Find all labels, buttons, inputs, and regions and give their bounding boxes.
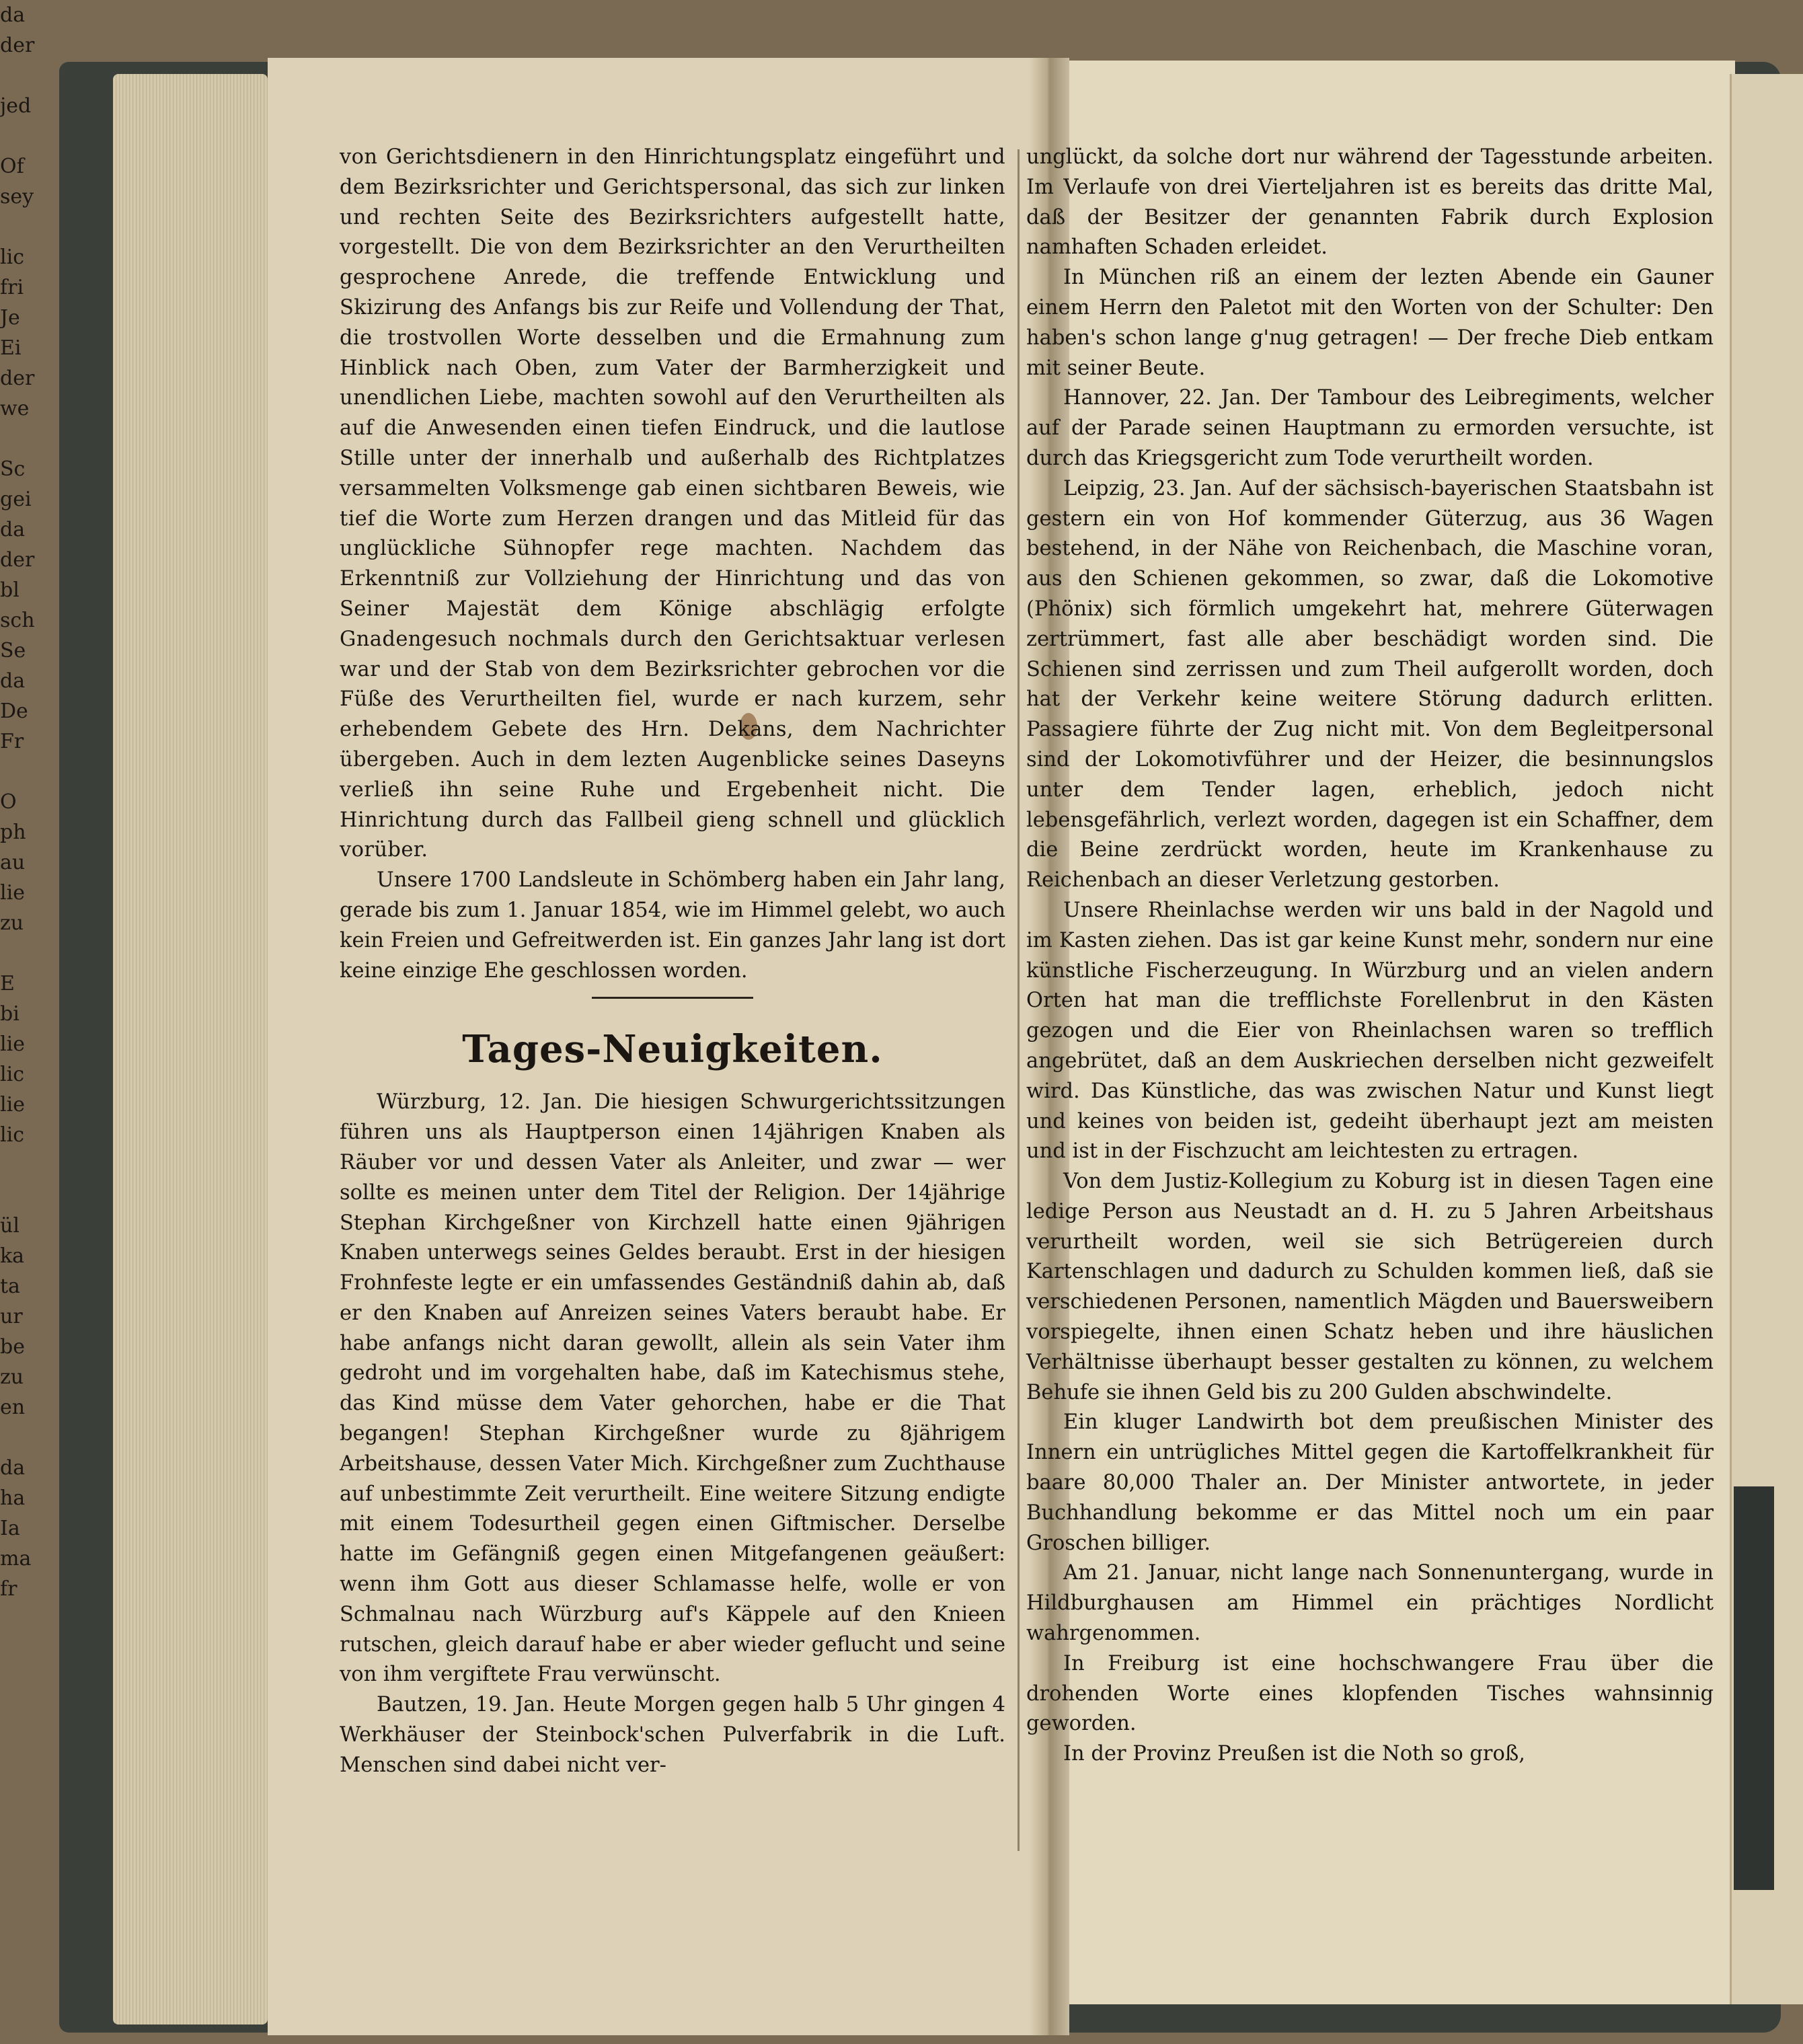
next-page-fragment: der <box>0 548 35 572</box>
next-page-fragment: we <box>0 397 30 420</box>
paragraph-muenchen: In München riß an einem der lezten Abende ein Gauner einem Herrn den Paletot mit den Worten von der Schulter: Den haben's schon lange g'nug getragen! — Der freche Dieb entkam mit seiner Beute. <box>1026 266 1714 380</box>
next-page-fragment: E <box>0 972 15 995</box>
next-page-fragment: Fr <box>0 730 24 753</box>
next-page-fragment: da <box>0 669 26 693</box>
next-page-fragment: da <box>0 1456 26 1480</box>
bookmark-ribbon <box>1734 1486 1774 1890</box>
next-page-fragment: au <box>0 851 26 874</box>
next-page-fragment: zu <box>0 1365 24 1389</box>
next-page-text <box>0 0 39 1604</box>
next-page-fragment: Je <box>0 306 20 330</box>
section-title: Tages-Neuigkeiten. <box>462 1027 883 1072</box>
next-page-fragment: lic <box>0 1123 24 1147</box>
paragraph-freiburg: In Freiburg ist eine hochschwangere Frau über die drohenden Worte eines klopfenden Tisches wahnsinnig geworden. <box>1026 1651 1714 1736</box>
paragraph-landwirth: Ein kluger Landwirth bot dem preußischen Minister des Innern ein untrügliches Mittel gegen die Kartoffelkrankheit für baare 80,000 Thaler an. Der Minister antwortete, in jeder Buchhandlung bekomme er das Mittel noch um ein paar Groschen billiger. <box>1026 1410 1714 1555</box>
next-page-fragment: ül <box>0 1214 20 1238</box>
next-page-fragment <box>0 1180 39 1211</box>
next-page-fragment: lie <box>0 881 25 905</box>
paragraph-bautzen-cont: unglückt, da solche dort nur während der Tagesstunde arbeiten. Im Verlaufe von drei Vierteljahren ist es bereits das dritte Mal, daß der Besitzer der genannten Fabrik durch Explosion namhaften Schaden erleidet. <box>1026 145 1714 260</box>
next-page-fragment: lie <box>0 1093 25 1116</box>
next-page-fragment: Ei <box>0 336 22 360</box>
next-page-fragment: ka <box>0 1244 25 1268</box>
page-edges <box>113 74 268 2024</box>
next-page-fragment <box>0 424 39 454</box>
next-page-fragment <box>0 1150 39 1180</box>
paragraph-schoemberg: Unsere 1700 Landsleute in Schömberg haben ein Jahr lang, gerade bis zum 1. Januar 1854, wie im Himmel gelebt, wo auch kein Freien und Gefreitwerden ist. Ein ganzes Jahr lang ist dort keine einzige Ehe geschlossen worden. <box>340 868 1005 983</box>
next-page-fragment: jed <box>0 94 32 118</box>
paragraph-koburg: Von dem Justiz-Kollegium zu Koburg ist in diesen Tagen eine ledige Person aus Neustadt an d. H. zu 5 Jahren Arbeitshaus verurtheilt worden, weil sie sich Betrügereien durch Kartenschlagen und dadurch zu Schulden kommen ließ, daß sie verschiedenen Personen, namentlich Mägden und Bauersweibern vorspiegelte, ihnen einen Schatz heben und ihre häuslichen Verhältnisse überhaupt besser gestalten zu können, zu welchem Behufe sie ihnen Geld bis zu 200 Gulden abschwindelte. <box>1026 1170 1714 1404</box>
section-divider <box>592 997 753 999</box>
next-page-fragment: sch <box>0 609 35 632</box>
next-page-fragment: bl <box>0 578 20 602</box>
next-page-fragment: da <box>0 518 26 541</box>
right-column <box>1026 143 1714 1770</box>
next-page-fragment: lic <box>0 1063 24 1086</box>
next-page-fragment: ha <box>0 1486 26 1510</box>
next-page-fragment: sey <box>0 185 34 209</box>
next-page-fragment: der <box>0 367 35 390</box>
paragraph-bautzen: Bautzen, 19. Jan. Heute Morgen gegen halb 5 Uhr gingen 4 Werkhäuser der Steinbock'schen Pulverfabrik in die Luft. Menschen sind dabei nicht ver- <box>340 1693 1005 1777</box>
next-page-fragment: en <box>0 1396 26 1419</box>
paragraph-hannover: Hannover, 22. Jan. Der Tambour des Leibregiments, welcher auf der Parade seinen Hauptmann zu ermorden versuchte, ist durch das Kriegsgericht zum Tode verurtheilt worden. <box>1026 386 1714 470</box>
next-page-fragment: ur <box>0 1305 23 1328</box>
paragraph-wuerzburg: Würzburg, 12. Jan. Die hiesigen Schwurgerichtssitzungen führen uns als Hauptperson einen 14jährigen Knaben als Räuber vor und dessen Vater als Anleiter, und zwar — wer sollte es meinen unter dem Titel der Religion. Der 14jährige Stephan Kirchgeßner von Kirchzell hatte einen 9jährigen Knaben unterwegs seines Geldes beraubt. Erst in der hiesigen Frohnfeste legte er ein umfassendes Geständniß dahin ab, daß er den Knaben auf Anreizen seines Vaters beraubt habe. Er habe anfangs nicht daran gewollt, allein als sein Vater ihm gedroht und im vorgehalten habe, daß im Katechismus stehe, das Kind müsse dem Vater gehorchen, habe er die That begangen! Stephan Kirchgeßner wurde zu 8jährigem Arbeitshause, dessen Vater Mich. Kirchgeßner zum Zuchthause auf unbestimmte Zeit verurtheilt. Eine weitere Sitzung endigte mit einem Todesurtheil gegen einen Giftmischer. Derselbe hatte im Gefängniß gegen einen Mitgefangenen geäußert: wenn ihm Gott aus dieser Schlamasse helfe, wolle er von Schmalnau nach Würzburg auf's Käppele auf den Knieen rutschen, gleich darauf habe er aber wieder geflucht und seine von ihm vergiftete Frau verwünscht. <box>340 1090 1005 1687</box>
column-rule <box>1018 149 1020 1851</box>
next-page-fragment: fr <box>0 1577 17 1601</box>
paragraph-preussen: In der Provinz Preußen ist die Noth so groß, <box>1063 1742 1525 1766</box>
next-page-fragment <box>0 757 39 787</box>
next-page-fragment: be <box>0 1335 25 1359</box>
next-page-fragment <box>0 212 39 242</box>
next-page-fragment: Se <box>0 639 26 663</box>
paragraph-leipzig: Leipzig, 23. Jan. Auf der sächsisch-bayerischen Staatsbahn ist gestern ein von Hof kommender Güterzug, aus 36 Wagen bestehend, in der Nähe von Reichenbach, die Maschine voran, aus den Schienen gekommen, so zwar, daß die Lokomotive (Phönix) sich förmlich umgekehrt hat, mehrere Güterwagen zertrümmert, fast alle aber beschädigt worden sind. Die Schienen sind zerrissen und zum Theil aufgerollt worden, doch hat der Verkehr keine weitere Störung dadurch erlitten. Passagiere führte der Zug nicht mit. Von dem Begleitpersonal sind der Lokomotivführer und der Heizer, die besinnungslos unter dem Tender lagen, erheblich, jedoch nicht lebensgefährlich, verlezt worden, dagegen ist ein Schaffner, dem die Beine zerdrückt worden, heute im Krankenhause zu Reichenbach an dieser Verletzung gestorben. <box>1026 476 1714 893</box>
next-page-fragment: ma <box>0 1547 32 1570</box>
next-page-fragment: De <box>0 699 28 723</box>
next-page-fragment: ta <box>0 1275 20 1298</box>
next-page-fragment <box>0 1423 39 1453</box>
next-page-fragment: fri <box>0 276 24 299</box>
next-page-fragment: gei <box>0 488 32 511</box>
next-page-fragment: Sc <box>0 457 26 481</box>
next-page-fragment <box>0 61 39 91</box>
left-column <box>340 143 1005 1781</box>
next-page-fragment: ph <box>0 821 26 844</box>
paragraph-rheinlachse: Unsere Rheinlachse werden wir uns bald in der Nagold und im Kasten ziehen. Das ist gar keine Kunst mehr, sondern nur eine künstliche Fischerzeugung. In Würzburg und an vielen andern Orten hat man die trefflichste Forellenbrut in den Kästen gezogen und die Eier von Rheinlachsen waren so trefflich angebrütet, daß an dem Auskriechen derselben nicht gezweifelt wird. Das Künstliche, das was zwischen Natur und Kunst liegt und keines von beiden ist, gedeiht überhaupt jezt am meisten und ist in der Fischzucht am leichtesten zu ertragen. <box>1026 898 1714 1164</box>
paragraph-execution: von Gerichtsdienern in den Hinrichtungsplatz eingeführt und dem Bezirksrichter und Gerichtspersonal, das sich zur linken und rechten Seite des Bezirksrichters aufgestellt hatte, vorgestellt. Die von dem Bezirksrichter an den Verurtheilten gesprochene Anrede, die treffende Entwicklung und Skizirung des Anfangs bis zur Reife und Vollendung der That, die trostvollen Worte desselben und die Ermahnung zum Hinblick nach Oben, zum Vater der Barmherzigkeit und unendlichen Liebe, machten sowohl auf den Verurtheilten als auf die Anwesenden einen tiefen Eindruck, und die lautlose Stille unter der innerhalb und außerhalb des Richtplatzes versammelten Volksmenge gab einen sichtbaren Beweis, wie tief die Worte zum Herzen drangen und das Mitleid für das unglückliche Sühnopfer rege machten. Nachdem das Erkenntniß zur Vollziehung der Hinrichtung und das von Seiner Majestät dem Könige abschlägig erfolgte Gnadengesuch nochmals durch den Gerichtsaktuar verlesen war und der Stab von dem Bezirksrichter gebrochen vor die Füße des Verurtheilten fiel, wurde er nach kurzem, sehr erhebendem Gebete des Hrn. Dekans, dem Nachrichter übergeben. Auch in dem lezten Augenblicke seines Daseyns verließ ihn seine Ruhe und Ergebenheit nicht. Die Hinrichtung durch das Fallbeil gieng schnell und glücklich vorüber. <box>340 145 1005 862</box>
next-page-fragment: Of <box>0 155 24 178</box>
next-page-fragment: O <box>0 790 17 814</box>
next-page-fragment: lic <box>0 245 24 269</box>
next-page-fragment <box>0 121 39 151</box>
next-page-fragment: Ia <box>0 1517 20 1540</box>
next-page-fragment <box>0 938 39 969</box>
next-page-fragment: lie <box>0 1032 25 1056</box>
paragraph-nordlicht: Am 21. Januar, nicht lange nach Sonnenuntergang, wurde in Hildburghausen am Himmel ein prächtiges Nordlicht wahrgenommen. <box>1026 1561 1714 1646</box>
next-page-fragment: zu <box>0 911 24 935</box>
next-page-fragment: der <box>0 34 35 57</box>
next-page-fragment: bi <box>0 1002 20 1026</box>
next-page-fragment: da <box>0 3 26 27</box>
